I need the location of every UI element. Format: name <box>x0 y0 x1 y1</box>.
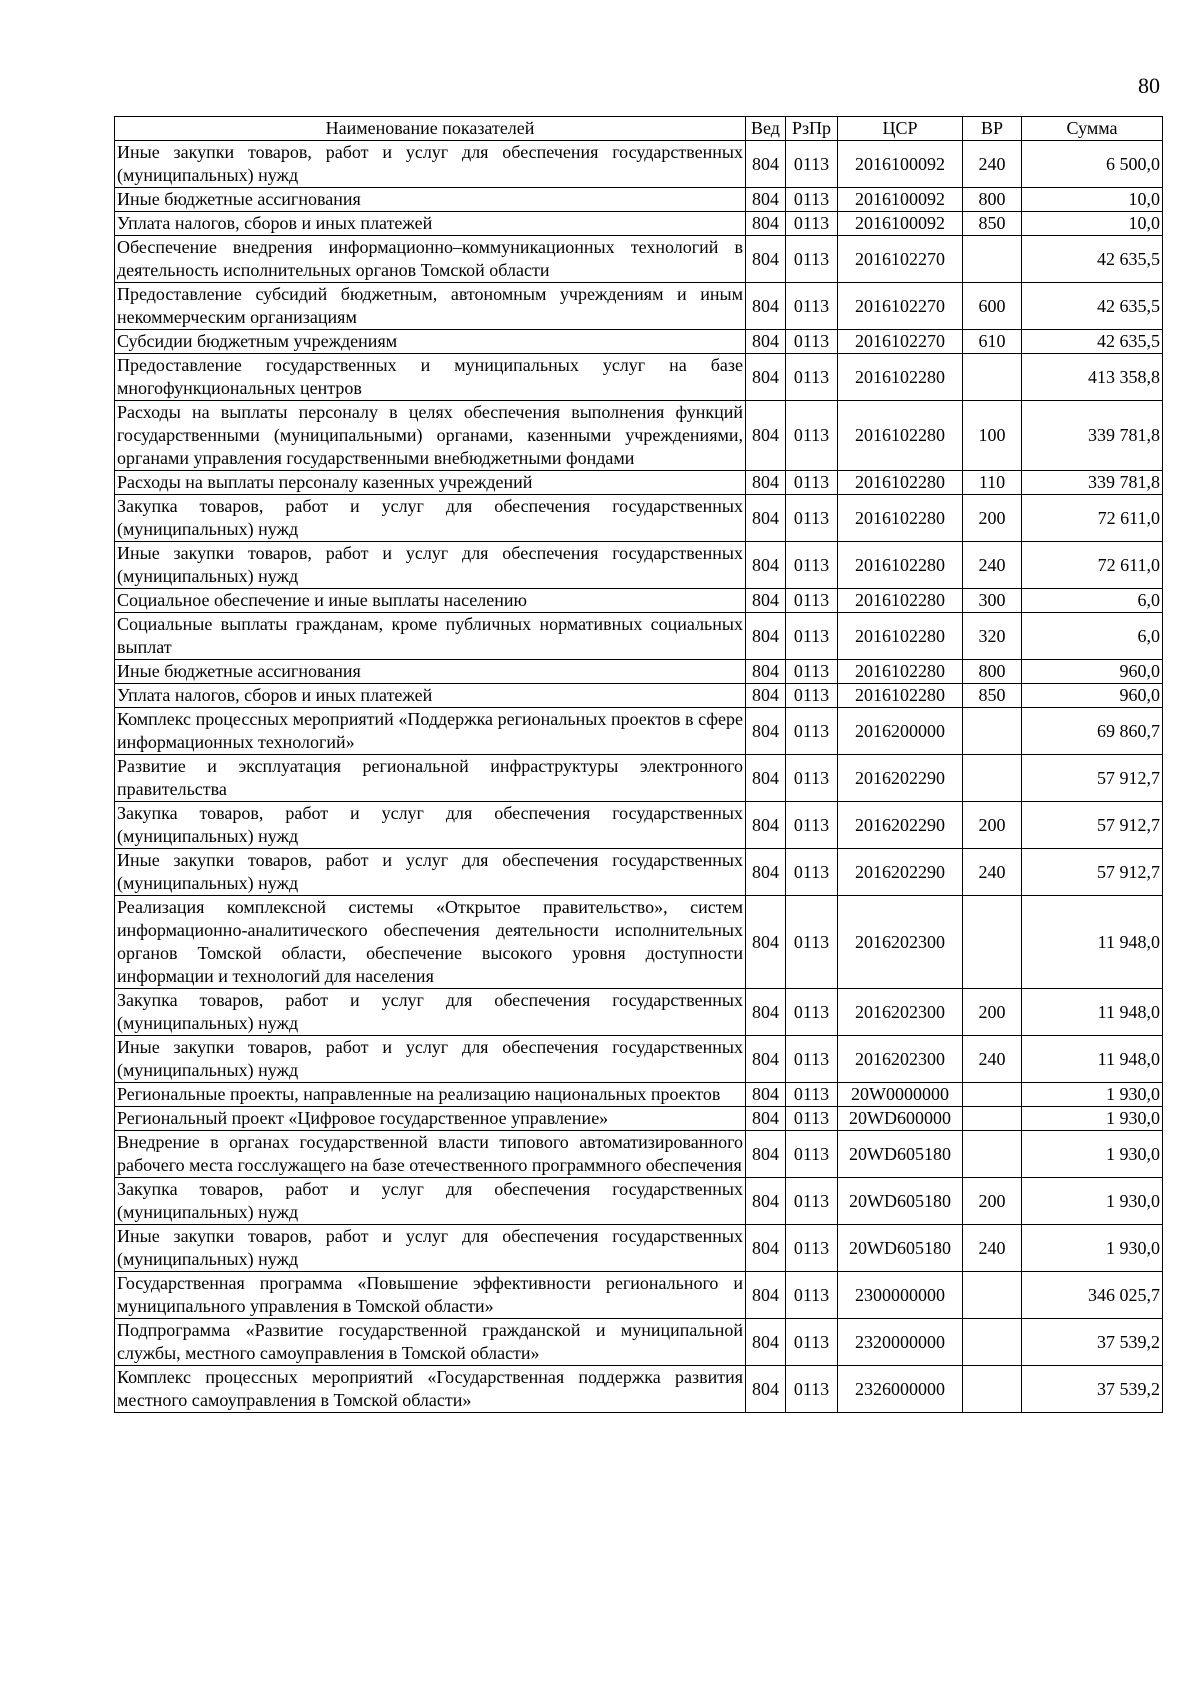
table-row <box>115 1225 1163 1272</box>
header-vr: ВР <box>963 117 1022 141</box>
cell-ved: 804 <box>746 1107 786 1131</box>
cell-sum: 37 539,2 <box>1022 1319 1163 1366</box>
cell-sum: 346 025,7 <box>1022 1272 1163 1319</box>
cell-vr: 850 <box>963 212 1022 236</box>
cell-csr: 2016200000 <box>838 708 963 755</box>
cell-ved: 804 <box>746 802 786 849</box>
cell-rzpr: 0113 <box>786 1225 838 1272</box>
cell-name: Закупка товаров, работ и услуг для обеспечения государственных (муниципальных) нужд <box>115 802 746 849</box>
cell-csr: 20W0000000 <box>838 1083 963 1107</box>
header-ved: Вед <box>746 117 786 141</box>
cell-rzpr: 0113 <box>786 495 838 542</box>
cell-ved: 804 <box>746 1272 786 1319</box>
table-header-row <box>115 117 1163 141</box>
cell-ved: 804 <box>746 283 786 330</box>
cell-sum: 57 912,7 <box>1022 755 1163 802</box>
cell-sum: 339 781,8 <box>1022 401 1163 471</box>
table-row <box>115 1083 1163 1107</box>
cell-vr: 800 <box>963 660 1022 684</box>
cell-rzpr: 0113 <box>786 141 838 188</box>
cell-vr: 850 <box>963 684 1022 708</box>
cell-sum: 42 635,5 <box>1022 330 1163 354</box>
cell-rzpr: 0113 <box>786 708 838 755</box>
table-row <box>115 188 1163 212</box>
cell-vr: 200 <box>963 802 1022 849</box>
cell-csr: 20WD600000 <box>838 1107 963 1131</box>
cell-ved: 804 <box>746 1131 786 1178</box>
cell-vr: 110 <box>963 471 1022 495</box>
cell-csr: 20WD605180 <box>838 1178 963 1225</box>
cell-name: Иные закупки товаров, работ и услуг для обеспечения государственных (муниципальных) нужд <box>115 141 746 188</box>
cell-rzpr: 0113 <box>786 1272 838 1319</box>
cell-sum: 37 539,2 <box>1022 1366 1163 1413</box>
cell-rzpr: 0113 <box>786 1107 838 1131</box>
cell-vr: 600 <box>963 283 1022 330</box>
table-row <box>115 401 1163 471</box>
cell-sum: 11 948,0 <box>1022 1036 1163 1083</box>
table-row <box>115 896 1163 989</box>
cell-ved: 804 <box>746 849 786 896</box>
table-row <box>115 708 1163 755</box>
header-name: Наименование показателей <box>115 117 746 141</box>
cell-csr: 2016100092 <box>838 188 963 212</box>
cell-ved: 804 <box>746 896 786 989</box>
cell-vr <box>963 1083 1022 1107</box>
cell-vr <box>963 1131 1022 1178</box>
cell-rzpr: 0113 <box>786 684 838 708</box>
cell-sum: 69 860,7 <box>1022 708 1163 755</box>
cell-vr: 200 <box>963 989 1022 1036</box>
cell-rzpr: 0113 <box>786 401 838 471</box>
cell-csr: 2016202300 <box>838 896 963 989</box>
cell-rzpr: 0113 <box>786 330 838 354</box>
cell-rzpr: 0113 <box>786 660 838 684</box>
cell-vr <box>963 1319 1022 1366</box>
cell-rzpr: 0113 <box>786 896 838 989</box>
table-row <box>115 354 1163 401</box>
cell-sum: 11 948,0 <box>1022 896 1163 989</box>
cell-sum: 6 500,0 <box>1022 141 1163 188</box>
cell-name: Закупка товаров, работ и услуг для обеспечения государственных (муниципальных) нужд <box>115 989 746 1036</box>
cell-ved: 804 <box>746 1036 786 1083</box>
cell-rzpr: 0113 <box>786 1036 838 1083</box>
cell-name: Реализация комплексной системы «Открытое правительство», систем информационно-аналитического обеспечения деятельности исполнительных органов Томской области, обеспечение высокого уровня доступности информации и технологий для населения <box>115 896 746 989</box>
cell-name: Предоставление государственных и муниципальных услуг на базе многофункциональных центров <box>115 354 746 401</box>
cell-csr: 2016202290 <box>838 755 963 802</box>
cell-sum: 11 948,0 <box>1022 989 1163 1036</box>
table-row <box>115 330 1163 354</box>
cell-name: Социальное обеспечение и иные выплаты населению <box>115 589 746 613</box>
cell-ved: 804 <box>746 755 786 802</box>
cell-sum: 57 912,7 <box>1022 802 1163 849</box>
cell-ved: 804 <box>746 589 786 613</box>
cell-rzpr: 0113 <box>786 283 838 330</box>
cell-csr: 2326000000 <box>838 1366 963 1413</box>
cell-rzpr: 0113 <box>786 755 838 802</box>
cell-csr: 2016102280 <box>838 613 963 660</box>
cell-csr: 20WD605180 <box>838 1225 963 1272</box>
cell-name: Уплата налогов, сборов и иных платежей <box>115 684 746 708</box>
cell-csr: 2016102280 <box>838 354 963 401</box>
cell-ved: 804 <box>746 495 786 542</box>
cell-ved: 804 <box>746 1083 786 1107</box>
cell-name: Региональный проект «Цифровое государственное управление» <box>115 1107 746 1131</box>
cell-vr <box>963 354 1022 401</box>
cell-name: Расходы на выплаты персоналу в целях обеспечения выполнения функций государственными (муниципальными) органами, казенными учреждениями, органами управления государственными внебюджетными фондами <box>115 401 746 471</box>
cell-rzpr: 0113 <box>786 989 838 1036</box>
cell-rzpr: 0113 <box>786 212 838 236</box>
cell-vr: 240 <box>963 542 1022 589</box>
cell-csr: 2016102270 <box>838 283 963 330</box>
cell-rzpr: 0113 <box>786 1178 838 1225</box>
cell-vr: 240 <box>963 849 1022 896</box>
table-row <box>115 542 1163 589</box>
table-row <box>115 989 1163 1036</box>
cell-ved: 804 <box>746 708 786 755</box>
cell-sum: 1 930,0 <box>1022 1131 1163 1178</box>
cell-vr: 200 <box>963 495 1022 542</box>
cell-rzpr: 0113 <box>786 354 838 401</box>
cell-ved: 804 <box>746 542 786 589</box>
cell-vr <box>963 1272 1022 1319</box>
cell-vr: 240 <box>963 1036 1022 1083</box>
table-row <box>115 755 1163 802</box>
cell-name: Иные закупки товаров, работ и услуг для обеспечения государственных (муниципальных) нужд <box>115 542 746 589</box>
cell-rzpr: 0113 <box>786 542 838 589</box>
cell-csr: 2016102280 <box>838 495 963 542</box>
cell-ved: 804 <box>746 660 786 684</box>
cell-csr: 2320000000 <box>838 1319 963 1366</box>
cell-csr: 2016102270 <box>838 236 963 283</box>
cell-name: Комплекс процессных мероприятий «Государственная поддержка развития местного самоуправления в Томской области» <box>115 1366 746 1413</box>
cell-ved: 804 <box>746 330 786 354</box>
table-row <box>115 1107 1163 1131</box>
page-number: 80 <box>1138 73 1160 98</box>
cell-csr: 20WD605180 <box>838 1131 963 1178</box>
cell-name: Иные бюджетные ассигнования <box>115 660 746 684</box>
cell-rzpr: 0113 <box>786 1319 838 1366</box>
table-row <box>115 613 1163 660</box>
cell-name: Иные закупки товаров, работ и услуг для обеспечения государственных (муниципальных) нужд <box>115 1225 746 1272</box>
cell-ved: 804 <box>746 401 786 471</box>
table-row <box>115 1036 1163 1083</box>
cell-ved: 804 <box>746 684 786 708</box>
table-row <box>115 1272 1163 1319</box>
cell-csr: 2016102280 <box>838 684 963 708</box>
cell-csr: 2016100092 <box>838 212 963 236</box>
cell-sum: 42 635,5 <box>1022 283 1163 330</box>
cell-name: Субсидии бюджетным учреждениям <box>115 330 746 354</box>
cell-sum: 72 611,0 <box>1022 495 1163 542</box>
cell-sum: 1 930,0 <box>1022 1083 1163 1107</box>
cell-csr: 2016100092 <box>838 141 963 188</box>
cell-csr: 2016102280 <box>838 660 963 684</box>
table-row <box>115 141 1163 188</box>
cell-rzpr: 0113 <box>786 236 838 283</box>
cell-csr: 2300000000 <box>838 1272 963 1319</box>
cell-ved: 804 <box>746 141 786 188</box>
cell-vr: 300 <box>963 589 1022 613</box>
cell-name: Уплата налогов, сборов и иных платежей <box>115 212 746 236</box>
cell-ved: 804 <box>746 989 786 1036</box>
table-row <box>115 1366 1163 1413</box>
cell-name: Развитие и эксплуатация региональной инфраструктуры электронного правительства <box>115 755 746 802</box>
table-row <box>115 660 1163 684</box>
cell-name: Государственная программа «Повышение эффективности регионального и муниципального управления в Томской области» <box>115 1272 746 1319</box>
cell-csr: 2016202300 <box>838 989 963 1036</box>
cell-vr <box>963 1366 1022 1413</box>
header-csr: ЦСР <box>838 117 963 141</box>
table-row <box>115 283 1163 330</box>
cell-sum: 10,0 <box>1022 212 1163 236</box>
cell-sum: 960,0 <box>1022 684 1163 708</box>
cell-sum: 57 912,7 <box>1022 849 1163 896</box>
cell-csr: 2016102270 <box>838 330 963 354</box>
table-row <box>115 212 1163 236</box>
cell-vr: 100 <box>963 401 1022 471</box>
cell-name: Региональные проекты, направленные на реализацию национальных проектов <box>115 1083 746 1107</box>
budget-table <box>114 116 1163 1413</box>
cell-ved: 804 <box>746 236 786 283</box>
cell-name: Внедрение в органах государственной власти типового автоматизированного рабочего места госслужащего на базе отечественного программного обеспечения <box>115 1131 746 1178</box>
table-row <box>115 1178 1163 1225</box>
cell-ved: 804 <box>746 212 786 236</box>
cell-vr: 200 <box>963 1178 1022 1225</box>
table-row <box>115 849 1163 896</box>
cell-csr: 2016202290 <box>838 802 963 849</box>
cell-sum: 42 635,5 <box>1022 236 1163 283</box>
cell-vr: 240 <box>963 141 1022 188</box>
cell-vr: 610 <box>963 330 1022 354</box>
header-rzpr: РзПр <box>786 117 838 141</box>
cell-rzpr: 0113 <box>786 1366 838 1413</box>
cell-rzpr: 0113 <box>786 188 838 212</box>
cell-name: Предоставление субсидий бюджетным, автономным учреждениям и иным некоммерческим организациям <box>115 283 746 330</box>
cell-ved: 804 <box>746 471 786 495</box>
cell-name: Комплекс процессных мероприятий «Поддержка региональных проектов в сфере информационных технологий» <box>115 708 746 755</box>
cell-vr <box>963 1107 1022 1131</box>
table-row <box>115 684 1163 708</box>
cell-csr: 2016202300 <box>838 1036 963 1083</box>
cell-csr: 2016102280 <box>838 401 963 471</box>
cell-vr <box>963 236 1022 283</box>
cell-ved: 804 <box>746 354 786 401</box>
cell-rzpr: 0113 <box>786 1083 838 1107</box>
cell-ved: 804 <box>746 1178 786 1225</box>
cell-rzpr: 0113 <box>786 589 838 613</box>
cell-sum: 960,0 <box>1022 660 1163 684</box>
cell-vr: 240 <box>963 1225 1022 1272</box>
cell-vr: 320 <box>963 613 1022 660</box>
cell-rzpr: 0113 <box>786 613 838 660</box>
cell-name: Расходы на выплаты персоналу казенных учреждений <box>115 471 746 495</box>
cell-name: Закупка товаров, работ и услуг для обеспечения государственных (муниципальных) нужд <box>115 495 746 542</box>
cell-ved: 804 <box>746 188 786 212</box>
cell-vr: 800 <box>963 188 1022 212</box>
table-row <box>115 495 1163 542</box>
cell-sum: 1 930,0 <box>1022 1178 1163 1225</box>
cell-sum: 10,0 <box>1022 188 1163 212</box>
cell-name: Иные закупки товаров, работ и услуг для обеспечения государственных (муниципальных) нужд <box>115 1036 746 1083</box>
cell-name: Иные закупки товаров, работ и услуг для обеспечения государственных (муниципальных) нужд <box>115 849 746 896</box>
table-row <box>115 802 1163 849</box>
table-row <box>115 471 1163 495</box>
cell-ved: 804 <box>746 1366 786 1413</box>
cell-sum: 1 930,0 <box>1022 1107 1163 1131</box>
table-row <box>115 236 1163 283</box>
cell-rzpr: 0113 <box>786 802 838 849</box>
cell-rzpr: 0113 <box>786 1131 838 1178</box>
cell-sum: 72 611,0 <box>1022 542 1163 589</box>
cell-sum: 6,0 <box>1022 589 1163 613</box>
table-row <box>115 1319 1163 1366</box>
cell-sum: 6,0 <box>1022 613 1163 660</box>
cell-ved: 804 <box>746 613 786 660</box>
cell-vr <box>963 755 1022 802</box>
cell-csr: 2016202290 <box>838 849 963 896</box>
cell-ved: 804 <box>746 1319 786 1366</box>
cell-rzpr: 0113 <box>786 849 838 896</box>
cell-name: Иные бюджетные ассигнования <box>115 188 746 212</box>
cell-csr: 2016102280 <box>838 589 963 613</box>
cell-sum: 339 781,8 <box>1022 471 1163 495</box>
header-sum: Сумма <box>1022 117 1163 141</box>
cell-csr: 2016102280 <box>838 542 963 589</box>
cell-name: Закупка товаров, работ и услуг для обеспечения государственных (муниципальных) нужд <box>115 1178 746 1225</box>
cell-ved: 804 <box>746 1225 786 1272</box>
cell-sum: 413 358,8 <box>1022 354 1163 401</box>
cell-vr <box>963 896 1022 989</box>
cell-csr: 2016102280 <box>838 471 963 495</box>
cell-vr <box>963 708 1022 755</box>
cell-name: Социальные выплаты гражданам, кроме публичных нормативных социальных выплат <box>115 613 746 660</box>
cell-sum: 1 930,0 <box>1022 1225 1163 1272</box>
cell-name: Подпрограмма «Развитие государственной гражданской и муниципальной службы, местного самоуправления в Томской области» <box>115 1319 746 1366</box>
table-body <box>115 141 1163 1413</box>
cell-rzpr: 0113 <box>786 471 838 495</box>
cell-name: Обеспечение внедрения информационно–коммуникационных технологий в деятельность исполнительных органов Томской области <box>115 236 746 283</box>
table-row <box>115 1131 1163 1178</box>
table-row <box>115 589 1163 613</box>
